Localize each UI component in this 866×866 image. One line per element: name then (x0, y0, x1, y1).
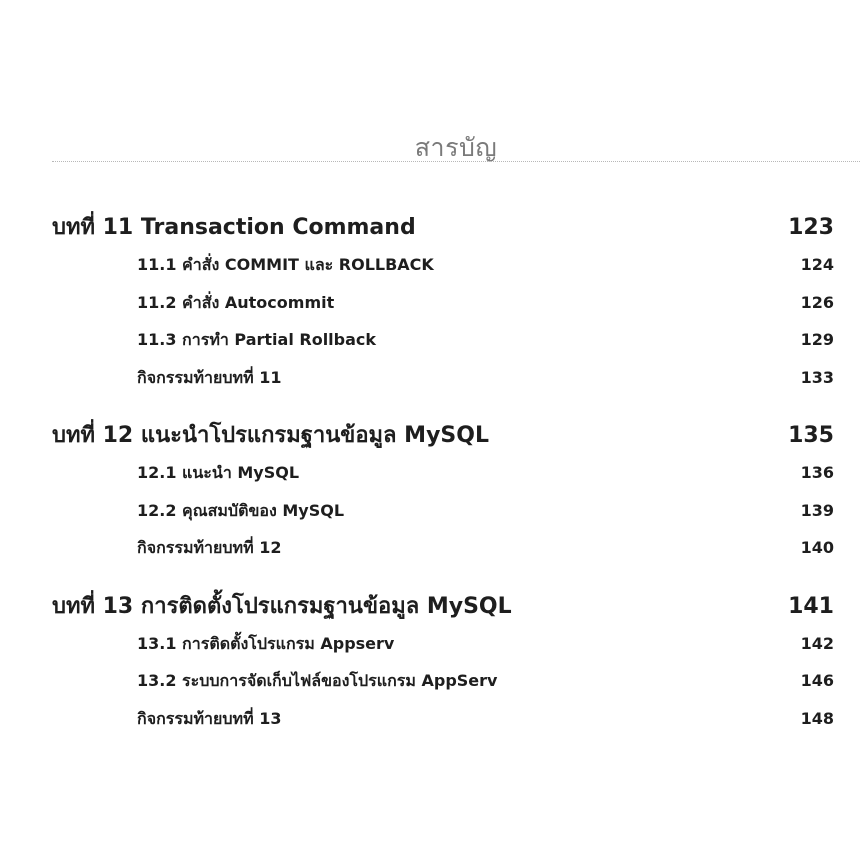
section-page: 136 (800, 463, 834, 482)
chapter-heading (52, 210, 834, 246)
section-page: 126 (800, 292, 834, 312)
section-row (52, 359, 834, 397)
toc-title: สารบัญ (414, 133, 498, 162)
section-page: 139 (800, 500, 834, 520)
section-page: 124 (800, 255, 834, 274)
section-page: 146 (800, 671, 834, 690)
section-page: 129 (800, 330, 834, 349)
section-title: กิจกรรมท้ายบทที่ 11 (137, 367, 282, 387)
section-row (52, 662, 834, 700)
chapter-page: 141 (788, 593, 834, 619)
chapter-title: บทที่ 12 แนะนำโปรแกรมฐานข้อมูล MySQL (52, 423, 489, 448)
chapter-title: บทที่ 13 การติดตั้งโปรแกรมฐานข้อมูล MySQL (52, 593, 512, 619)
toc-list (52, 210, 834, 759)
section-title: 13.1 การติดตั้งโปรแกรม Appserv (137, 633, 395, 653)
section-row (52, 454, 834, 492)
section-row (52, 321, 834, 359)
chapter-heading (52, 418, 834, 454)
section-row (52, 284, 834, 322)
title-divider (52, 161, 860, 162)
section-title: 11.1 คำสั่ง COMMIT และ ROLLBACK (137, 255, 434, 274)
section-title: 11.2 คำสั่ง Autocommit (137, 292, 335, 312)
section-title: กิจกรรมท้ายบทที่ 12 (137, 538, 282, 557)
section-page: 142 (800, 633, 834, 653)
chapter-page: 123 (788, 215, 834, 240)
section-title: 13.2 ระบบการจัดเก็บไฟล์ของโปรแกรม AppServ (137, 671, 498, 690)
chapter-title: บทที่ 11 Transaction Command (52, 215, 416, 240)
chapter-heading (52, 589, 834, 625)
chapter-page: 135 (788, 423, 834, 448)
section-row (52, 529, 834, 567)
section-row (52, 246, 834, 284)
chapter-11 (52, 210, 834, 396)
section-title: 11.3 การทำ Partial Rollback (137, 330, 377, 349)
section-page: 133 (800, 367, 834, 387)
section-row (52, 492, 834, 530)
section-row (52, 625, 834, 663)
section-row (52, 700, 834, 738)
section-title: กิจกรรมท้ายบทที่ 13 (137, 708, 282, 728)
section-page: 148 (800, 708, 834, 728)
chapter-12 (52, 418, 834, 567)
section-title: 12.1 แนะนำ MySQL (137, 463, 300, 482)
section-title: 12.2 คุณสมบัติของ MySQL (137, 500, 345, 520)
section-page: 140 (800, 538, 834, 557)
chapter-13 (52, 589, 834, 738)
